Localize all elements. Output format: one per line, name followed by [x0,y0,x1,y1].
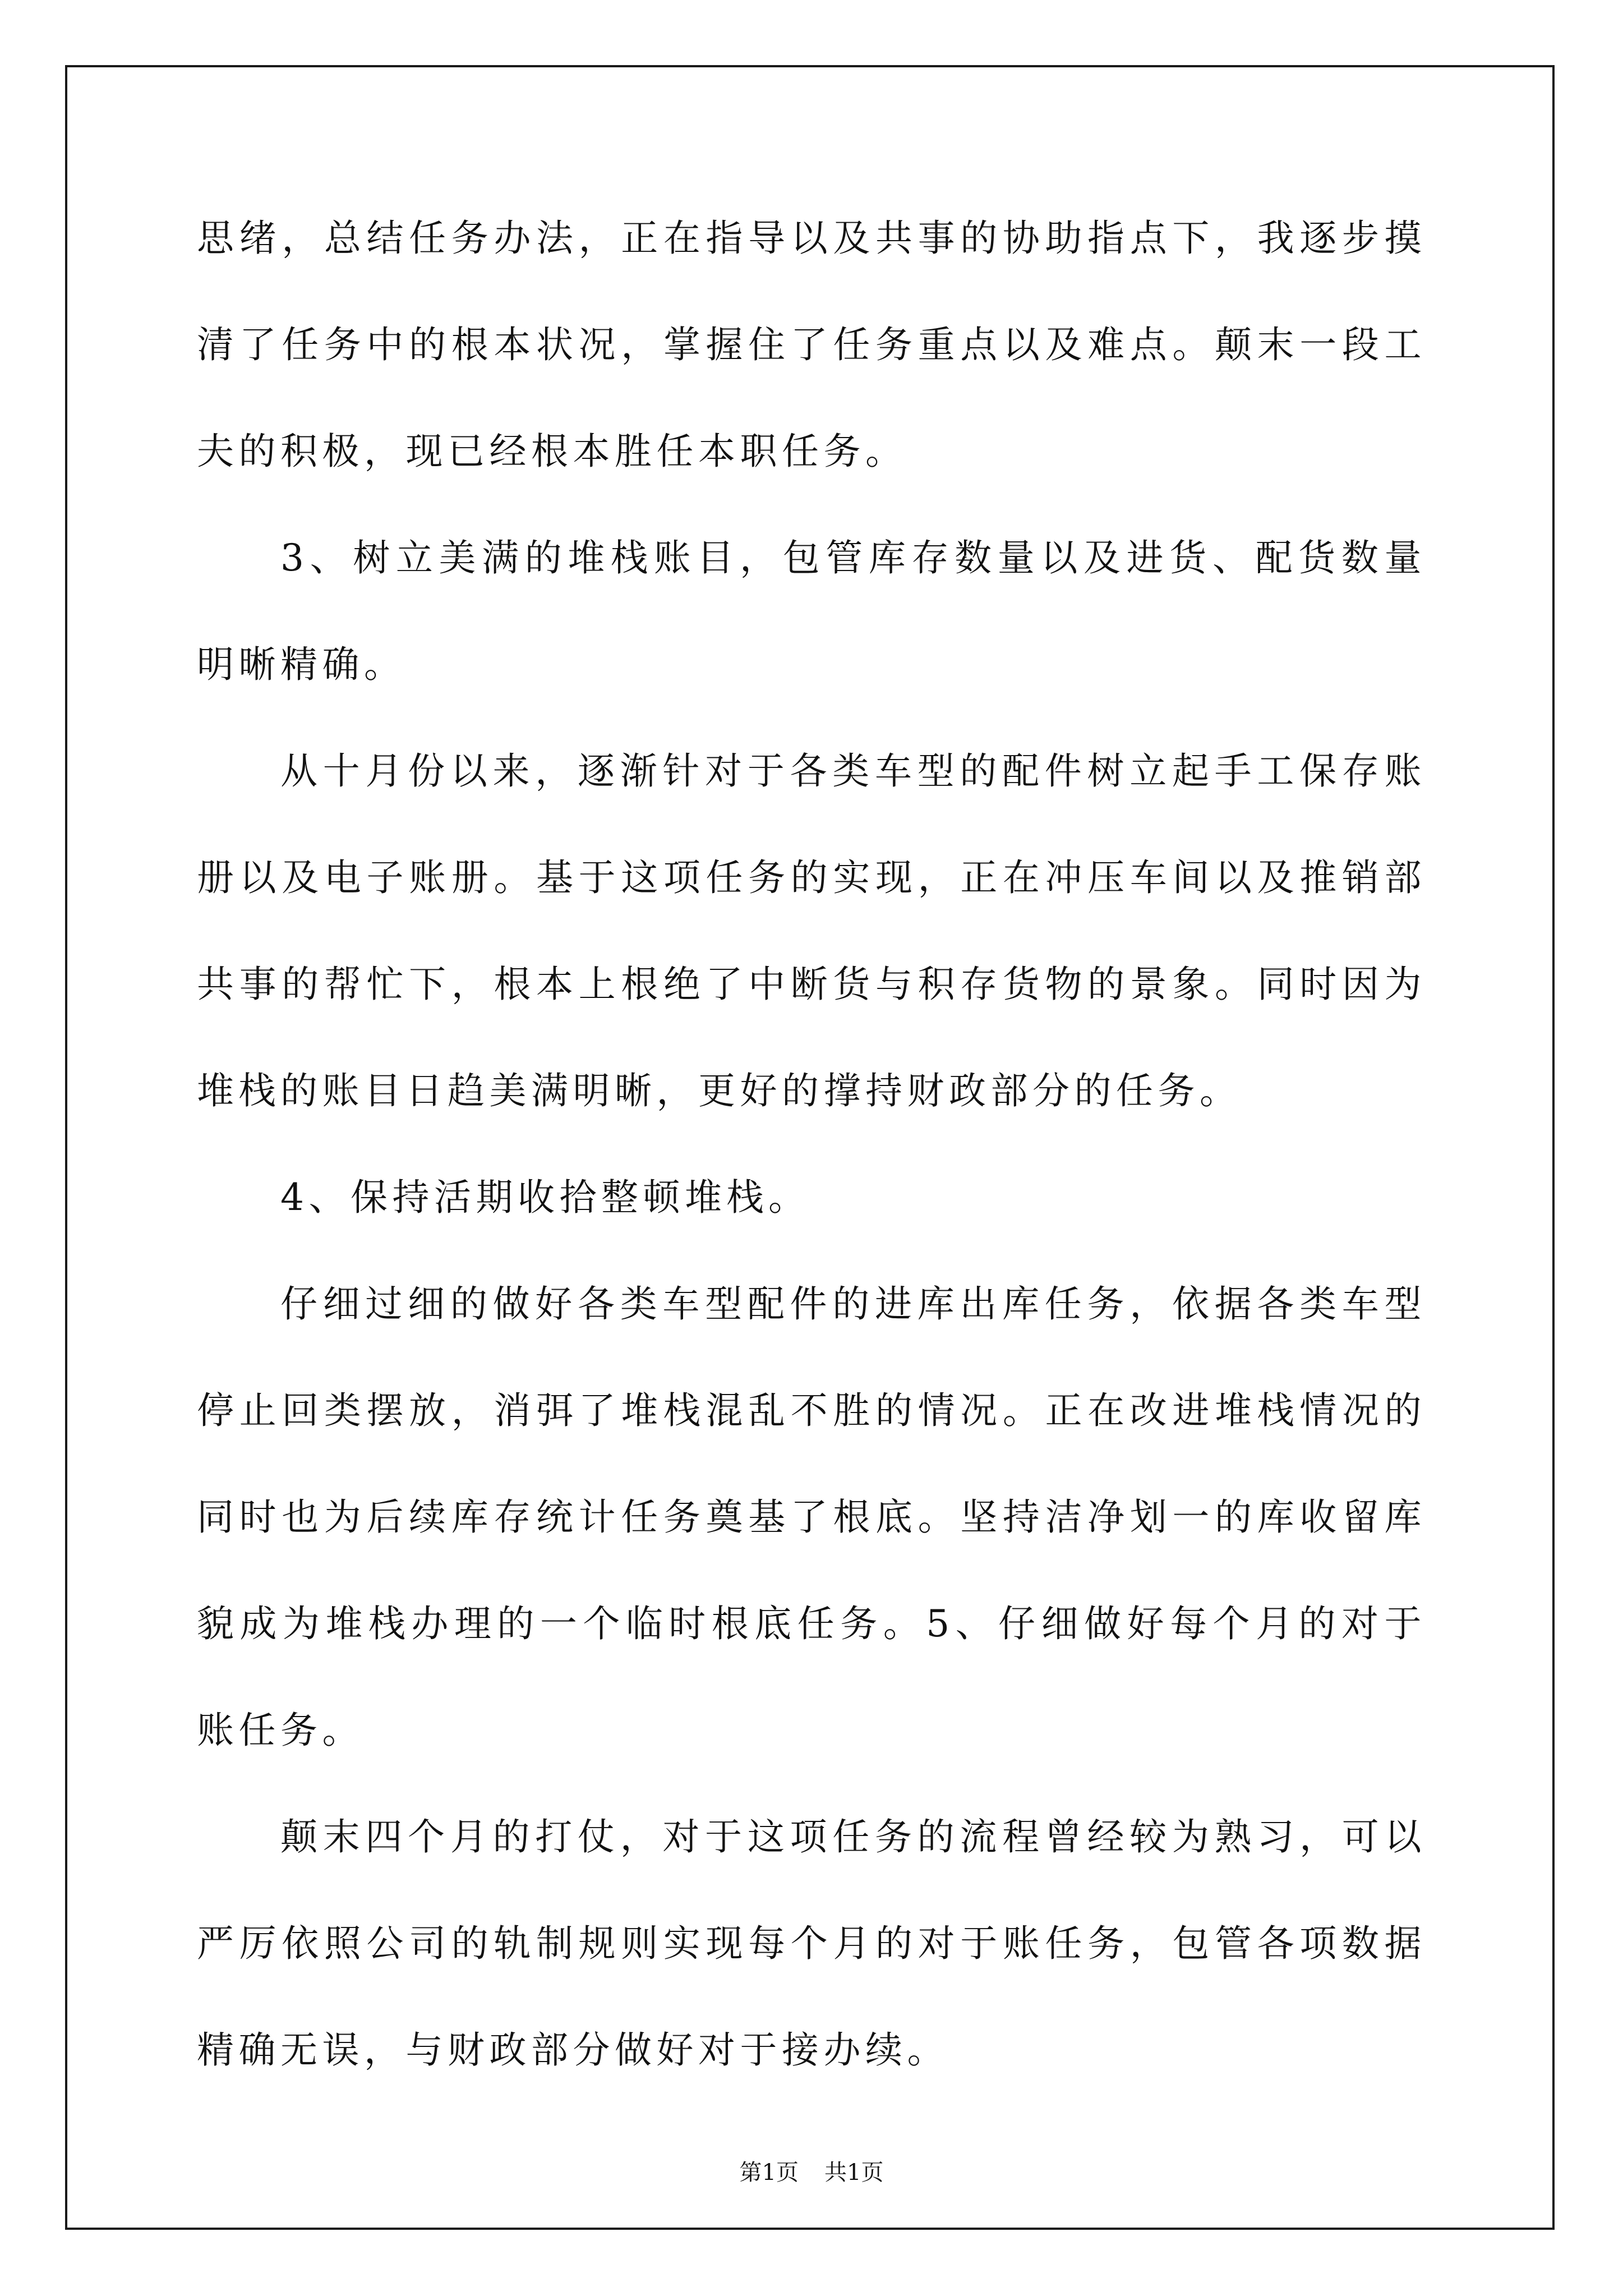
paragraph: 颠末四个月的打仗，对于这项任务的流程曾经较为熟习，可以严厉依照公司的轨制规则实现每个月的对于账任务，包管各项数据精确无误，与财政部分做好对于接办续。 [197,1815,1426,2072]
page-number: 第1页 [739,2160,799,2185]
paragraph: 4、保持活期收拾整顿堆栈。 [280,1176,810,1219]
paragraph: 3、树立美满的堆栈账目，包管库存数量以及进货、配货数量明晰精确。 [197,536,1426,686]
paragraph: 仔细过细的做好各类车型配件的进库出库任务，依据各类车型停止回类摆放，消弭了堆栈混乱不胜的情况。正在改进堆栈情况的同时也为后续库存统计任务奠基了根底。坚持洁净划一的库收留库貌成为堆栈办理的一个临时根底任务。5、仔细做好每个月的对于账任务。 [197,1282,1426,1752]
paragraph: 从十月份以来，逐渐针对于各类车型的配件树立起手工保存账册以及电子账册。基于这项任务的实现，正在冲压车间以及推销部共事的帮忙下，根本上根绝了中断货与积存货物的景象。同时因为堆栈的账目日趋美满明晰，更好的撑持财政部分的任务。 [197,749,1426,1112]
page-footer [0,2159,1623,2187]
paragraph: 思绪，总结任务办法，正在指导以及共事的协助指点下，我逐步摸清了任务中的根本状况，掌握住了任务重点以及难点。颠末一段工夫的积极，现已经根本胜任本职任务。 [197,217,1426,473]
page-total: 共1页 [824,2160,884,2185]
document-body [197,185,1426,2104]
